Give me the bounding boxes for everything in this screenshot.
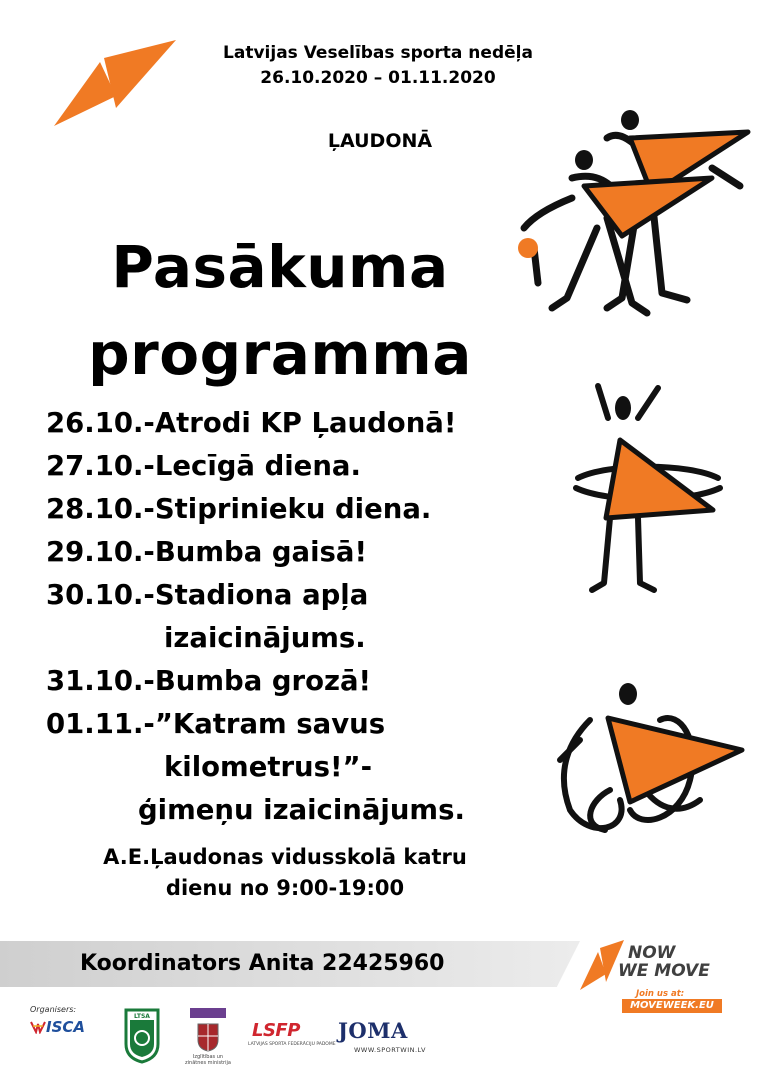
moveweek-line-1: NOW — [628, 943, 676, 963]
joma-url: WWW.SPORTWIN.LV — [354, 1046, 426, 1054]
event-location: ĻAUDONĀ — [327, 130, 433, 152]
program-list — [46, 402, 566, 832]
lsfp-subtitle: LATVIJAS SPORTA FEDERĀCIJU PADOME — [248, 1042, 336, 1047]
program-item-continuation: izaicinājums. — [164, 622, 366, 654]
joma-text: JOMA — [338, 1018, 408, 1043]
ministry-text: Izglītības un zinātnes ministrija — [185, 1054, 231, 1066]
ministry-logo — [186, 1008, 230, 1070]
lsfp-logo — [248, 1020, 336, 1050]
moveweek-logo — [578, 936, 728, 1018]
program-item: 30.10.-Stadiona apļa — [46, 579, 369, 611]
organisers-label: Organisers: — [30, 1005, 77, 1014]
coordinator-text: Koordinators Anita 22425960 — [80, 951, 445, 976]
program-item: 26.10.-Atrodi KP Ļaudonā! — [46, 407, 457, 439]
program-item-continuation: ģimeņu izaicinājums. — [138, 794, 465, 826]
lsfp-text: LSFP — [252, 1020, 300, 1041]
lsa-text: LTSA — [134, 1013, 150, 1020]
moveweek-line-2: WE MOVE — [618, 961, 710, 981]
venue-line-1: A.E.Ļaudonas vidusskolā katru — [103, 845, 467, 869]
program-item: 29.10.-Bumba gaisā! — [46, 536, 367, 568]
isca-logo — [30, 1016, 102, 1038]
venue-info — [40, 842, 530, 904]
moveweek-join-text: Join us at: — [636, 989, 685, 999]
jumping-figure-icon — [550, 680, 750, 845]
lsa-logo — [124, 1008, 160, 1064]
move-logo-icon — [52, 38, 178, 130]
program-item-continuation: kilometrus!”- — [164, 751, 373, 783]
isca-text: ISCA — [46, 1018, 86, 1036]
event-title: Latvijas Veselības sporta nedēļa — [223, 43, 533, 63]
page-title-line-1: Pasākuma — [111, 233, 449, 301]
runners-figure-icon — [512, 108, 752, 333]
moveweek-url: MOVEWEEK.EU — [622, 999, 722, 1013]
shield-icon — [124, 1008, 160, 1064]
event-dates: 26.10.2020 – 01.11.2020 — [260, 68, 496, 88]
program-item: 28.10.-Stiprinieku diena. — [46, 493, 432, 525]
program-item: 31.10.-Bumba grozā! — [46, 665, 372, 697]
joma-logo — [338, 1020, 428, 1054]
venue-line-2: dienu no 9:00-19:00 — [165, 876, 405, 900]
program-item: 01.11.-”Katram savus — [46, 708, 386, 740]
program-item: 27.10.-Lecīgā diena. — [46, 450, 361, 482]
hula-hoop-figure-icon — [568, 378, 728, 598]
page-title-line-2: programma — [88, 320, 472, 388]
coat-of-arms-icon — [194, 1022, 222, 1052]
isca-figure-icon — [30, 1018, 46, 1034]
